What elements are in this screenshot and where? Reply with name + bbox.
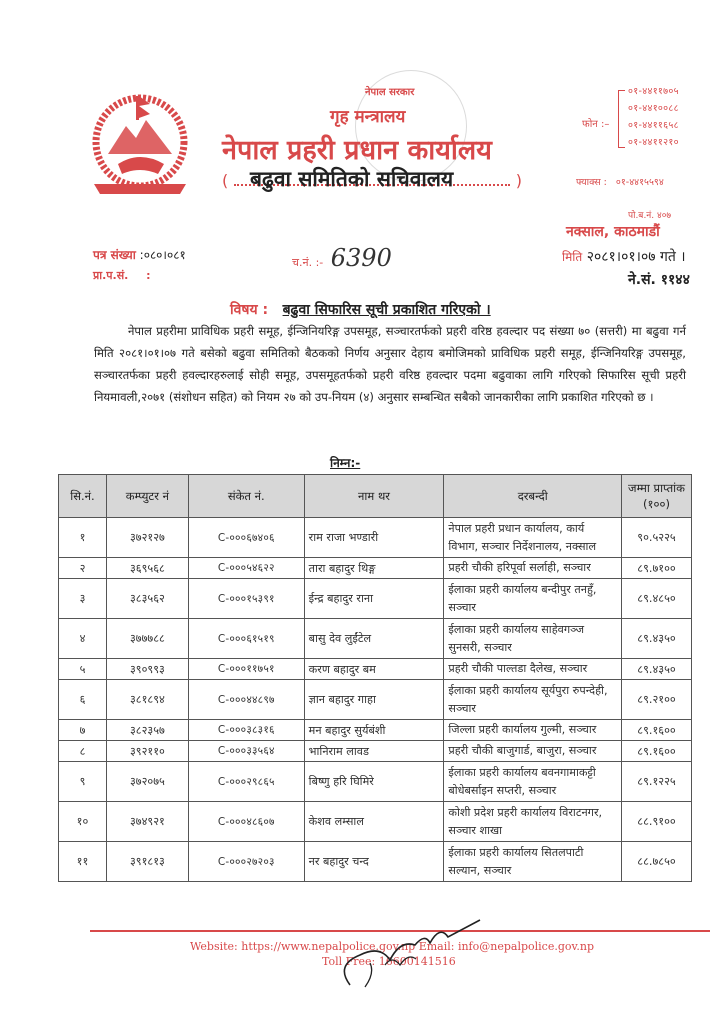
cell-computer-no: ३६९५६८ — [106, 558, 188, 579]
cell-post: ईलाका प्रहरी कार्यालय बन्दीपुर तनहुँ, सञ्चार — [444, 579, 622, 619]
cell-score: ८९.१६०० — [622, 741, 692, 762]
table-row — [59, 659, 692, 680]
column-header-computer-no: कम्प्युटर नं — [106, 475, 188, 518]
table-row — [59, 842, 692, 882]
cell-code-no: C-०००४४८९७ — [188, 680, 304, 720]
cell-name: मन बहादुर सुर्यबंशी — [304, 720, 444, 741]
column-header-score: जम्मा प्राप्तांक (१००) — [622, 475, 692, 518]
cell-post: प्रहरी चौकी हरिपूर्वा सर्लाही, सञ्चार — [444, 558, 622, 579]
table-row — [59, 558, 692, 579]
cell-name: करण बहादुर बम — [304, 659, 444, 680]
bracket-decoration — [618, 90, 625, 148]
cell-serial: ३ — [59, 579, 107, 619]
nepal-emblem-logo — [88, 92, 192, 200]
dispatch-number-line — [292, 244, 392, 272]
date-label: मिति — [562, 250, 583, 264]
cell-computer-no: ३७४९२१ — [106, 802, 188, 842]
pps-value: : — [146, 269, 151, 282]
open-paren-decoration: ( — [222, 171, 229, 190]
cell-name: तारा बहादुर थिङ्ग — [304, 558, 444, 579]
table-row — [59, 741, 692, 762]
close-paren-decoration: ) — [515, 171, 522, 190]
phone-numbers — [582, 84, 720, 164]
cell-name: ईन्द्र बहादुर राना — [304, 579, 444, 619]
letter-number-line — [93, 246, 186, 263]
phone-number: ०१-४४११७०५ — [628, 86, 679, 97]
table-body — [59, 518, 692, 882]
cell-serial: ७ — [59, 720, 107, 741]
footer-toll-free: Toll Free: 16600141516 — [322, 955, 456, 968]
subject-line — [230, 300, 491, 319]
secretariat-banner — [222, 165, 522, 193]
secretariat-name: बढुवा समितिको सचिवालय — [250, 167, 454, 191]
cell-post: ईलाका प्रहरी कार्यालय सितलपाटी सल्यान, सञ्चार — [444, 842, 622, 882]
cell-code-no: C-०००५४६२२ — [188, 558, 304, 579]
phone-number: ०१-४४११६५८ — [628, 120, 679, 131]
cell-code-no: C-०००२९८६५ — [188, 762, 304, 802]
cell-computer-no: ३८३५६२ — [106, 579, 188, 619]
cell-score: ८९.१२२५ — [622, 762, 692, 802]
table-row — [59, 802, 692, 842]
cell-serial: १० — [59, 802, 107, 842]
table-row — [59, 518, 692, 558]
cell-serial: ९ — [59, 762, 107, 802]
body-paragraph: नेपाल प्रहरीमा प्राविधिक प्रहरी समूह, ईन्जिनियरिङ्ग उपसमूह, सञ्चारतर्फको प्रहरी वरिष्ठ हवल्दार पद संख्या ७० (सत्तरी) मा बढुवा गर्न मिति २०८१।०१।०७ गते बसेको बढुवा समितिको बैठकको निर्णय अनुसार देहाय बमोजिमको प्राविधिक प्रहरी समूह, ईन्जिनियरिङ्ग उपसमूह, सञ्चारतर्फका प्रहरी हवल्दारहरुलाई सोही समूह, उपसमूहतर्फको प्रहरी वरिष्ठ हवल्दार पदमा बढुवाका लागि गरिएको सिफारिस सूची प्रहरी नियमावली,२०७१ (संशोधन सहित) को नियम २७ को उप-नियम (४) अनुसार सम्बन्धित सबैको जानकारीका लागि प्रकाशित गरिएको छ । — [94, 324, 686, 404]
cell-code-no: C-०००३८३१६ — [188, 720, 304, 741]
pps-label: प्रा.प.सं. — [93, 269, 129, 282]
footer-website-email: Website: https://www.nepalpolice.gov.np Email: info@nepalpolice.gov.np — [190, 940, 595, 953]
subject-label: विषय : — [230, 302, 269, 318]
date-value: २०८१।०१।०७ गते । — [586, 249, 686, 265]
cell-score: ८९.७१०० — [622, 558, 692, 579]
government-name: नेपाल सरकार — [365, 87, 415, 98]
cell-score: ८९.२१०० — [622, 680, 692, 720]
cell-computer-no: ३९०९९३ — [106, 659, 188, 680]
cell-score: ८९.१६०० — [622, 720, 692, 741]
table-row — [59, 720, 692, 741]
subject-text: बढुवा सिफारिस सूची प्रकाशित गरिएको । — [282, 302, 491, 318]
cell-post: जिल्ला प्रहरी कार्यालय गुल्मी, सञ्चार — [444, 720, 622, 741]
list-intro-label: निम्न:- — [330, 456, 361, 470]
column-header-serial: सि.नं. — [59, 475, 107, 518]
table-row — [59, 680, 692, 720]
fax-line — [576, 175, 664, 188]
cell-code-no: C-०००६१५१९ — [188, 619, 304, 659]
cell-computer-no: ३९१८१३ — [106, 842, 188, 882]
cell-score: ८८.७८५० — [622, 842, 692, 882]
fax-label: फ्याक्स : — [576, 177, 607, 188]
cell-score: ८९.४३५० — [622, 619, 692, 659]
cell-serial: ५ — [59, 659, 107, 680]
cell-code-no: C-०००१५३९१ — [188, 579, 304, 619]
cell-serial: ८ — [59, 741, 107, 762]
cell-post: ईलाका प्रहरी कार्यालय बवनगामाकट्टी बोधेबर्साइन सप्तरी, सञ्चार — [444, 762, 622, 802]
cell-score: ९०.५२२५ — [622, 518, 692, 558]
cell-post: प्रहरी चौकी पाल्तडा दैलेख, सञ्चार — [444, 659, 622, 680]
table-header-row — [59, 475, 692, 518]
column-header-name: नाम थर — [304, 475, 444, 518]
table-row — [59, 619, 692, 659]
cell-computer-no: ३७२०७५ — [106, 762, 188, 802]
office-location: नक्साल, काठमाडौं — [566, 224, 660, 240]
cell-code-no: C-०००३३५६४ — [188, 741, 304, 762]
cell-score: ८९.४३५० — [622, 659, 692, 680]
column-header-post: दरबन्दी — [444, 475, 622, 518]
cell-computer-no: ३७७७८८ — [106, 619, 188, 659]
office-name: नेपाल प्रहरी प्रधान कार्यालय — [222, 135, 492, 166]
fax-number: ०१-४४१५५९४ — [615, 177, 664, 188]
letter-number-value: :०८०।०८१ — [139, 248, 186, 262]
table-row — [59, 762, 692, 802]
cell-serial: २ — [59, 558, 107, 579]
letter-number-label: पत्र संख्या — [93, 248, 136, 262]
cell-serial: ११ — [59, 842, 107, 882]
cell-post: ईलाका प्रहरी कार्यालय साहेवगञ्ज सुनसरी, सञ्चार — [444, 619, 622, 659]
pps-line — [93, 268, 151, 283]
cell-name: ज्ञान बहादुर गाहा — [304, 680, 444, 720]
cell-name: नर बहादुर चन्द — [304, 842, 444, 882]
date-line — [562, 247, 686, 266]
dispatch-number-handwritten: 6390 — [330, 244, 392, 272]
cell-post: प्रहरी चौकी बाजुगार्ड, बाजुरा, सञ्चार — [444, 741, 622, 762]
column-header-code-no: संकेत नं. — [188, 475, 304, 518]
phone-number: ०१-४४११२१० — [628, 137, 679, 148]
cell-code-no: C-०००४८६०७ — [188, 802, 304, 842]
cell-name: भानिराम लावड — [304, 741, 444, 762]
cell-name: बिष्णु हरि घिमिरे — [304, 762, 444, 802]
cell-computer-no: ३८१८९४ — [106, 680, 188, 720]
cell-serial: ६ — [59, 680, 107, 720]
signature-mark — [330, 915, 490, 995]
cell-name: केशव लम्साल — [304, 802, 444, 842]
cell-post: ईलाका प्रहरी कार्यालय सूर्यपुरा रुपन्देही, सञ्चार — [444, 680, 622, 720]
cell-name: राम राजा भण्डारी — [304, 518, 444, 558]
cell-post: नेपाल प्रहरी प्रधान कार्यालय, कार्य विभाग, सञ्चार निर्देशनालय, नक्साल — [444, 518, 622, 558]
cell-code-no: C-०००११७५१ — [188, 659, 304, 680]
cell-score: ८८.९१०० — [622, 802, 692, 842]
cell-post: कोशी प्रदेश प्रहरी कार्यालय विराटनगर, सञ्चार शाखा — [444, 802, 622, 842]
phone-label: फोन :– — [582, 119, 610, 130]
po-box: पो.ब.नं. ४०७ — [628, 211, 672, 221]
cell-serial: ४ — [59, 619, 107, 659]
table-row — [59, 579, 692, 619]
cell-computer-no: ३७२१२७ — [106, 518, 188, 558]
nepal-sambat-year: ने.सं. ११४४ — [628, 272, 690, 288]
cell-code-no: C-०००२७२०३ — [188, 842, 304, 882]
dispatch-number-label: च.नं. :- — [292, 256, 324, 269]
cell-score: ८९.४८५० — [622, 579, 692, 619]
cell-computer-no: ३९२११० — [106, 741, 188, 762]
phone-number: ०१-४४१००८८ — [628, 103, 679, 114]
cell-computer-no: ३८२३५७ — [106, 720, 188, 741]
promotion-recommendation-table — [58, 474, 692, 882]
cell-name: बासु देव लुईंटेल — [304, 619, 444, 659]
ministry-name: गृह मन्त्रालय — [330, 107, 406, 127]
phone-label-text: फोन — [582, 119, 598, 130]
cell-code-no: C-०००६७४०६ — [188, 518, 304, 558]
cell-serial: १ — [59, 518, 107, 558]
